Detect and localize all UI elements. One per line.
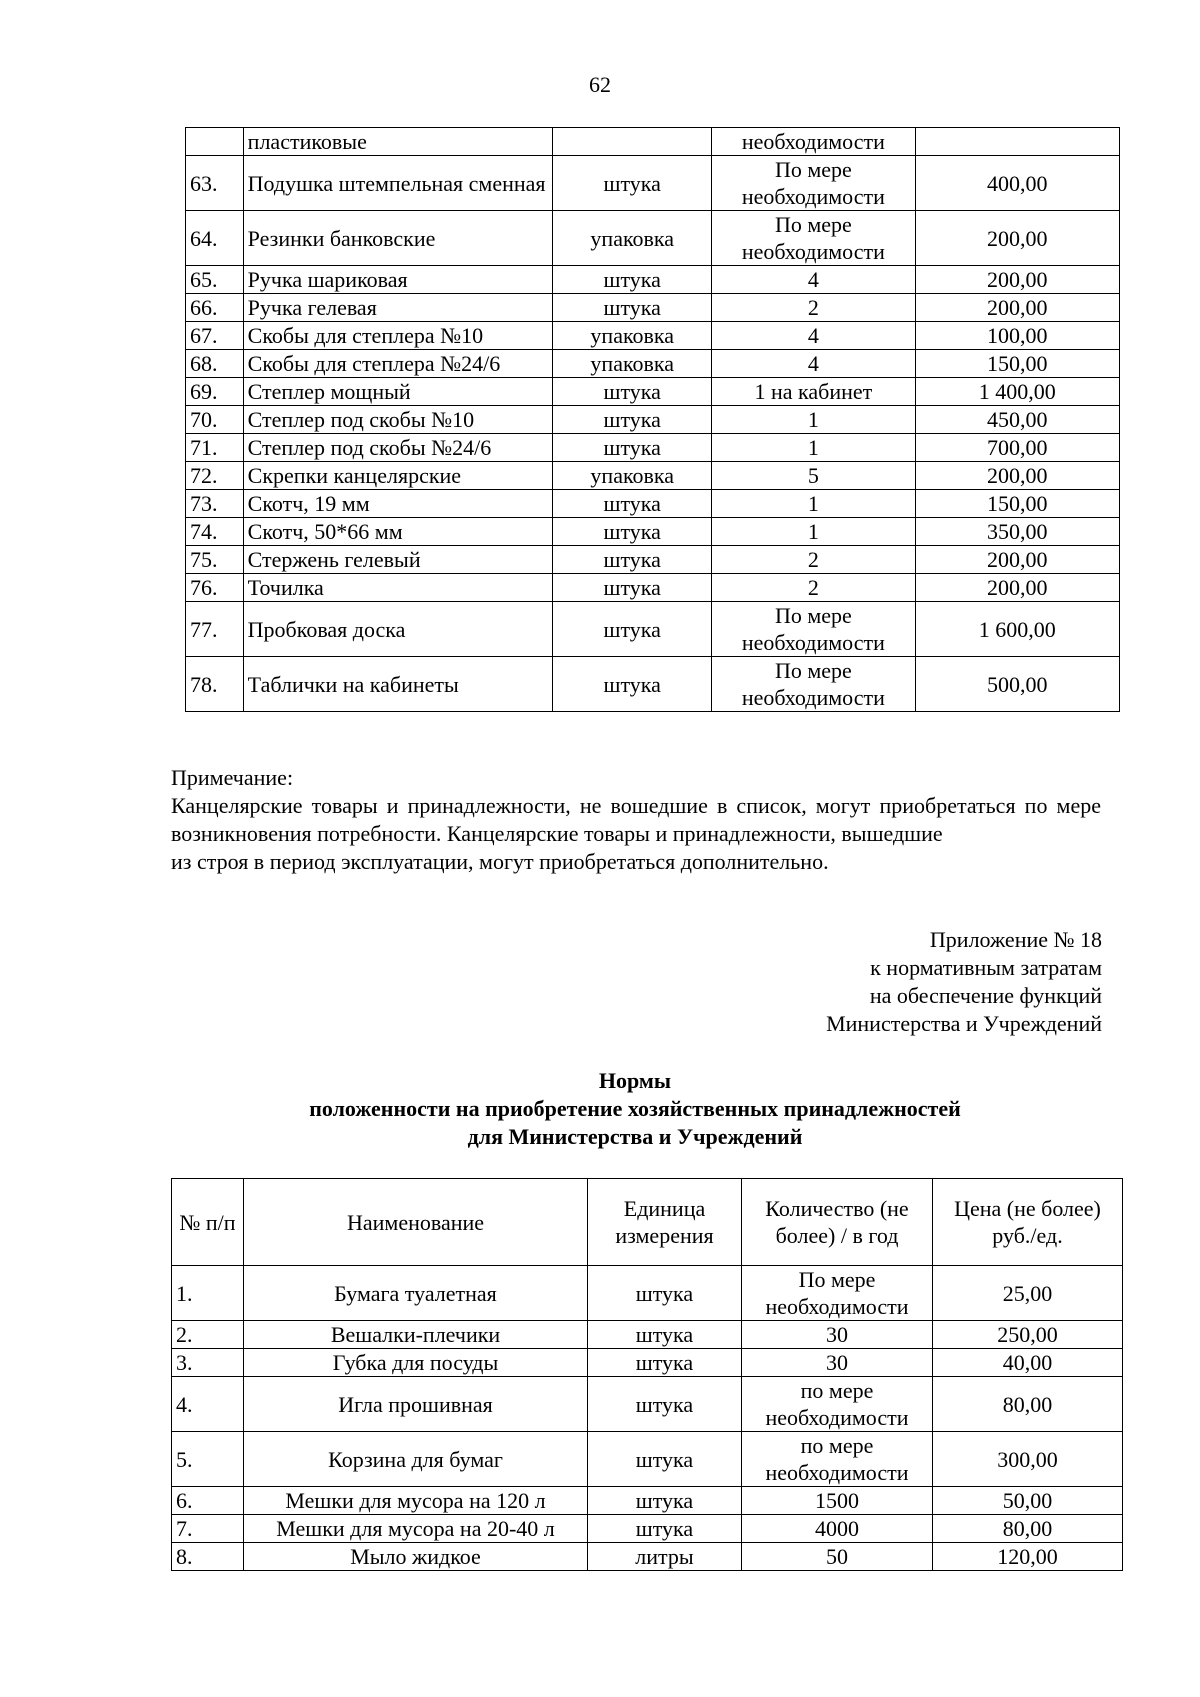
table-row xyxy=(172,1487,1123,1515)
note-text-last: из строя в период эксплуатации, могут приобретаться дополнительно. xyxy=(171,849,829,874)
row-number: 64. xyxy=(186,211,244,266)
table-row xyxy=(186,322,1120,350)
item-price: 400,00 xyxy=(915,156,1119,211)
table-row xyxy=(172,1266,1123,1321)
row-number: 7. xyxy=(172,1515,244,1543)
item-name: Степлер мощный xyxy=(243,378,553,406)
item-price: 80,00 xyxy=(933,1515,1123,1543)
row-number: 76. xyxy=(186,574,244,602)
row-number: 75. xyxy=(186,546,244,574)
note-title: Примечание: xyxy=(171,765,294,790)
item-price: 80,00 xyxy=(933,1377,1123,1432)
table-row xyxy=(186,128,1120,156)
header-qty: Количество (не более) / в год xyxy=(742,1179,933,1266)
item-unit: штука xyxy=(553,434,712,462)
item-price: 50,00 xyxy=(933,1487,1123,1515)
item-unit: упаковка xyxy=(553,462,712,490)
item-name: Скотч, 50*66 мм xyxy=(243,518,553,546)
item-quantity: 1 на кабинет xyxy=(712,378,915,406)
header-price: Цена (не более) руб./ед. xyxy=(933,1179,1123,1266)
row-number: 72. xyxy=(186,462,244,490)
table-row xyxy=(186,378,1120,406)
title-line: для Министерства и Учреждений xyxy=(467,1124,803,1149)
item-unit: штука xyxy=(588,1487,742,1515)
table-row xyxy=(172,1432,1123,1487)
item-unit: штука xyxy=(553,406,712,434)
item-price: 25,00 xyxy=(933,1266,1123,1321)
row-number: 67. xyxy=(186,322,244,350)
item-quantity: По мере необходимости xyxy=(712,211,915,266)
item-quantity: по мере необходимости xyxy=(742,1432,933,1487)
appendix-line: к нормативным затратам xyxy=(870,955,1102,980)
appendix-line: на обеспечение функций xyxy=(869,983,1102,1008)
item-name: Подушка штемпельная сменная xyxy=(243,156,553,211)
row-number: 71. xyxy=(186,434,244,462)
item-name: Степлер под скобы №24/6 xyxy=(243,434,553,462)
item-unit: штука xyxy=(553,657,712,712)
item-name: Стержень гелевый xyxy=(243,546,553,574)
item-price: 40,00 xyxy=(933,1349,1123,1377)
item-quantity: 50 xyxy=(742,1543,933,1571)
table-row xyxy=(186,266,1120,294)
row-number: 3. xyxy=(172,1349,244,1377)
table-row xyxy=(186,657,1120,712)
table-row xyxy=(186,602,1120,657)
table-row xyxy=(172,1377,1123,1432)
row-number: 78. xyxy=(186,657,244,712)
row-number: 63. xyxy=(186,156,244,211)
row-number: 4. xyxy=(172,1377,244,1432)
item-quantity: По мере необходимости xyxy=(712,602,915,657)
item-name: пластиковые xyxy=(243,128,553,156)
item-name: Таблички на кабинеты xyxy=(243,657,553,712)
item-unit: упаковка xyxy=(553,350,712,378)
item-unit: штука xyxy=(553,156,712,211)
item-price: 350,00 xyxy=(915,518,1119,546)
item-unit: упаковка xyxy=(553,211,712,266)
item-quantity: 4 xyxy=(712,266,915,294)
item-price: 150,00 xyxy=(915,350,1119,378)
table-row xyxy=(186,294,1120,322)
item-unit: штука xyxy=(553,490,712,518)
item-quantity: необходимости xyxy=(712,128,915,156)
item-name: Скрепки канцелярские xyxy=(243,462,553,490)
header-num: № п/п xyxy=(172,1179,244,1266)
item-unit: упаковка xyxy=(553,322,712,350)
item-quantity: 2 xyxy=(712,294,915,322)
item-price: 200,00 xyxy=(915,574,1119,602)
household-supplies-table xyxy=(171,1178,1123,1571)
item-name: Ручка шариковая xyxy=(243,266,553,294)
table-row xyxy=(186,350,1120,378)
table-row xyxy=(186,434,1120,462)
item-price: 450,00 xyxy=(915,406,1119,434)
item-name: Резинки банковские xyxy=(243,211,553,266)
appendix-line: Приложение № 18 xyxy=(929,927,1102,952)
row-number: 2. xyxy=(172,1321,244,1349)
item-price: 250,00 xyxy=(933,1321,1123,1349)
row-number: 1. xyxy=(172,1266,244,1321)
row-number: 74. xyxy=(186,518,244,546)
row-number: 8. xyxy=(172,1543,244,1571)
table-row xyxy=(186,518,1120,546)
table-row xyxy=(186,156,1120,211)
item-unit: литры xyxy=(588,1543,742,1571)
item-quantity: 2 xyxy=(712,574,915,602)
item-price: 200,00 xyxy=(915,211,1119,266)
item-quantity: 30 xyxy=(742,1321,933,1349)
item-price: 200,00 xyxy=(915,294,1119,322)
row-number: 68. xyxy=(186,350,244,378)
row-number: 69. xyxy=(186,378,244,406)
header-name: Наименование xyxy=(244,1179,588,1266)
item-quantity: 1500 xyxy=(742,1487,933,1515)
item-quantity: 2 xyxy=(712,546,915,574)
item-quantity: 1 xyxy=(712,490,915,518)
item-quantity: 4 xyxy=(712,322,915,350)
item-unit: штука xyxy=(588,1377,742,1432)
header-unit: Единица измерения xyxy=(588,1179,742,1266)
item-price: 120,00 xyxy=(933,1543,1123,1571)
note-block xyxy=(171,764,1101,876)
item-price: 500,00 xyxy=(915,657,1119,712)
item-name: Вешалки-плечики xyxy=(244,1321,588,1349)
item-unit: штука xyxy=(553,574,712,602)
item-name: Бумага туалетная xyxy=(244,1266,588,1321)
title-line: Нормы xyxy=(598,1068,672,1093)
table-row xyxy=(172,1349,1123,1377)
appendix-line: Министерства и Учреждений xyxy=(826,1011,1102,1036)
item-price: 100,00 xyxy=(915,322,1119,350)
item-unit: штука xyxy=(553,378,712,406)
item-quantity: 1 xyxy=(712,406,915,434)
item-name: Губка для посуды xyxy=(244,1349,588,1377)
item-quantity: По мере необходимости xyxy=(712,156,915,211)
item-name: Мешки для мусора на 120 л xyxy=(244,1487,588,1515)
item-name: Корзина для бумаг xyxy=(244,1432,588,1487)
item-unit: штука xyxy=(553,518,712,546)
item-name: Точилка xyxy=(243,574,553,602)
item-price xyxy=(915,128,1119,156)
item-name: Игла прошивная xyxy=(244,1377,588,1432)
row-number: 65. xyxy=(186,266,244,294)
row-number: 73. xyxy=(186,490,244,518)
item-unit: штука xyxy=(553,602,712,657)
item-price: 150,00 xyxy=(915,490,1119,518)
item-unit: штука xyxy=(553,294,712,322)
item-quantity: 1 xyxy=(712,434,915,462)
item-quantity: по мере необходимости xyxy=(742,1377,933,1432)
row-number: 5. xyxy=(172,1432,244,1487)
row-number xyxy=(186,128,244,156)
item-price: 300,00 xyxy=(933,1432,1123,1487)
item-name: Мыло жидкое xyxy=(244,1543,588,1571)
stationery-table xyxy=(185,127,1120,712)
item-name: Скотч, 19 мм xyxy=(243,490,553,518)
item-price: 200,00 xyxy=(915,546,1119,574)
page-number: 62 xyxy=(589,72,611,97)
table-row xyxy=(172,1321,1123,1349)
row-number: 70. xyxy=(186,406,244,434)
table-row xyxy=(186,211,1120,266)
row-number: 77. xyxy=(186,602,244,657)
row-number: 66. xyxy=(186,294,244,322)
item-price: 1 600,00 xyxy=(915,602,1119,657)
item-unit: штука xyxy=(553,546,712,574)
table-row xyxy=(172,1543,1123,1571)
item-unit: штука xyxy=(588,1321,742,1349)
item-price: 200,00 xyxy=(915,266,1119,294)
table-row xyxy=(172,1515,1123,1543)
table-row xyxy=(186,490,1120,518)
document-title xyxy=(0,1067,1200,1151)
item-price: 1 400,00 xyxy=(915,378,1119,406)
table-row xyxy=(186,462,1120,490)
item-quantity: 1 xyxy=(712,518,915,546)
item-price: 700,00 xyxy=(915,434,1119,462)
table-row xyxy=(186,574,1120,602)
item-quantity: 4 xyxy=(712,350,915,378)
item-price: 200,00 xyxy=(915,462,1119,490)
item-unit: штука xyxy=(588,1349,742,1377)
item-name: Мешки для мусора на 20-40 л xyxy=(244,1515,588,1543)
item-quantity: По мере необходимости xyxy=(742,1266,933,1321)
item-unit: штука xyxy=(588,1266,742,1321)
item-unit: штука xyxy=(588,1432,742,1487)
table-header-row xyxy=(172,1179,1123,1266)
appendix-header xyxy=(826,926,1102,1038)
item-name: Скобы для степлера №24/6 xyxy=(243,350,553,378)
item-unit: штука xyxy=(553,266,712,294)
row-number: 6. xyxy=(172,1487,244,1515)
item-name: Скобы для степлера №10 xyxy=(243,322,553,350)
title-line: положенности на приобретение хозяйственных принадлежностей xyxy=(309,1096,961,1121)
item-name: Пробковая доска xyxy=(243,602,553,657)
item-name: Ручка гелевая xyxy=(243,294,553,322)
table-row xyxy=(186,546,1120,574)
item-quantity: 5 xyxy=(712,462,915,490)
item-name: Степлер под скобы №10 xyxy=(243,406,553,434)
item-quantity: 30 xyxy=(742,1349,933,1377)
note-text: Канцелярские товары и принадлежности, не вошедшие в список, могут приобретаться по мере возникновения потребности. Канцелярские товары и принадлежности, вышедшие xyxy=(171,793,1101,846)
item-quantity: По мере необходимости xyxy=(712,657,915,712)
table-row xyxy=(186,406,1120,434)
item-quantity: 4000 xyxy=(742,1515,933,1543)
item-unit: штука xyxy=(588,1515,742,1543)
item-unit xyxy=(553,128,712,156)
